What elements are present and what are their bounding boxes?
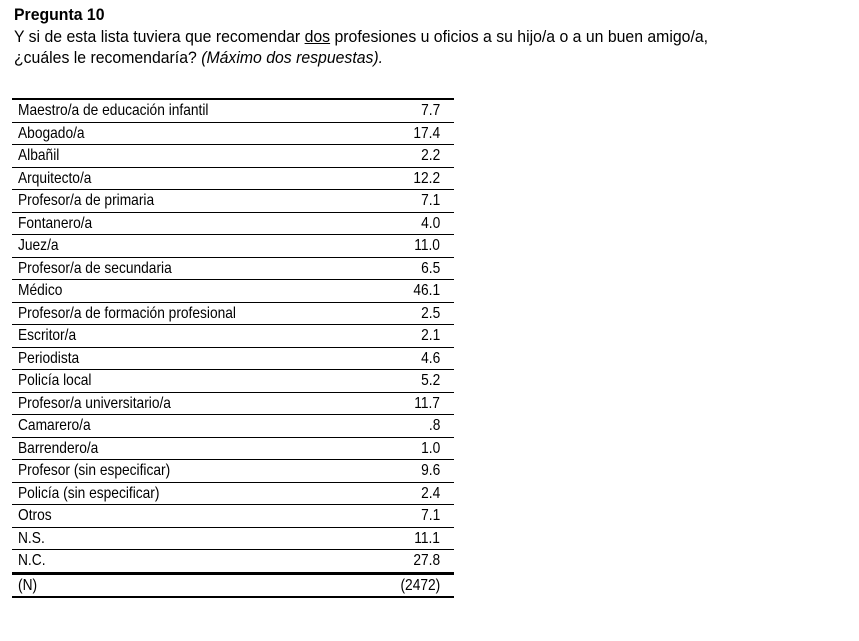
total-row [12, 573, 454, 599]
table-row [12, 460, 454, 483]
row-value: 7.1 [420, 192, 440, 209]
row-label: Escritor/a [18, 327, 77, 344]
row-label: Policía (sin especificar) [18, 484, 160, 502]
row-value: 7.7 [420, 102, 440, 119]
question-title: Pregunta 10 [14, 5, 105, 24]
total-label: (N) [18, 576, 38, 594]
row-label: Profesor/a de formación profesional [18, 304, 236, 322]
row-label: Juez/a [18, 237, 59, 254]
row-value: 27.8 [413, 552, 440, 569]
row-label: Camarero/a [18, 417, 91, 434]
question-instruction: (Máximo dos respuestas). [201, 48, 384, 67]
table-row [12, 123, 454, 146]
table-row [12, 280, 454, 303]
row-value: 1.0 [420, 439, 440, 457]
question-text-question: ¿cuáles le recomendaría? [14, 48, 202, 67]
row-label: Arquitecto/a [18, 169, 92, 187]
row-value: 4.6 [420, 349, 440, 367]
row-value: 17.4 [413, 124, 440, 142]
row-label: Policía local [18, 372, 92, 389]
table-row [12, 348, 454, 371]
table-row [12, 190, 454, 213]
table-row [12, 550, 454, 573]
row-label: Barrendero/a [18, 439, 99, 457]
row-value: 11.0 [414, 237, 440, 254]
row-label: Profesor/a de primaria [18, 192, 155, 209]
row-value: 7.1 [420, 507, 440, 524]
table-row [12, 370, 454, 393]
question-header [14, 4, 844, 68]
row-label: N.S. [18, 529, 45, 547]
total-value: (2472) [400, 576, 440, 594]
question-text-line-1 [14, 26, 786, 47]
row-label: Albañil [18, 147, 60, 164]
question-text-emphasis: dos [304, 27, 331, 46]
row-value: 9.6 [420, 462, 440, 479]
row-label: Profesor (sin especificar) [18, 462, 171, 479]
table-row [12, 528, 454, 551]
row-label: Profesor/a de secundaria [18, 259, 172, 277]
table-row [12, 393, 454, 416]
row-value: 11.7 [414, 394, 440, 412]
table-row [12, 483, 454, 506]
question-text-line-2 [14, 47, 786, 68]
row-label: Abogado/a [18, 124, 85, 142]
table-row [12, 325, 454, 348]
table-row [12, 213, 454, 236]
row-label: Otros [18, 507, 52, 524]
row-value: 2.2 [420, 147, 440, 164]
question-text-end: profesiones u oficios a su hijo/a o a un buen amigo/a, [330, 27, 709, 46]
row-value: 2.1 [420, 327, 440, 344]
row-value: 2.4 [420, 484, 440, 502]
table-row [12, 415, 454, 438]
table-row [12, 258, 454, 281]
row-label: Profesor/a universitario/a [18, 394, 171, 412]
row-value: .8 [428, 417, 440, 434]
table-row [12, 100, 454, 123]
question-text-start: Y si de esta lista tuviera que recomendar [14, 27, 305, 46]
row-label: Fontanero/a [18, 214, 93, 232]
row-value: 12.2 [413, 169, 440, 187]
table-row [12, 168, 454, 191]
table-row [12, 438, 454, 461]
row-label: Periodista [18, 349, 80, 367]
row-value: 4.0 [420, 214, 440, 232]
row-value: 11.1 [414, 529, 440, 547]
row-label: N.C. [18, 552, 46, 569]
table-row [12, 145, 454, 168]
results-table [12, 98, 454, 598]
row-value: 6.5 [420, 259, 440, 277]
table-row [12, 505, 454, 528]
row-value: 2.5 [420, 304, 440, 322]
row-label: Médico [18, 282, 63, 299]
row-value: 46.1 [413, 282, 440, 299]
row-value: 5.2 [420, 372, 440, 389]
row-label: Maestro/a de educación infantil [18, 102, 209, 119]
table-row [12, 235, 454, 258]
table-row [12, 303, 454, 326]
